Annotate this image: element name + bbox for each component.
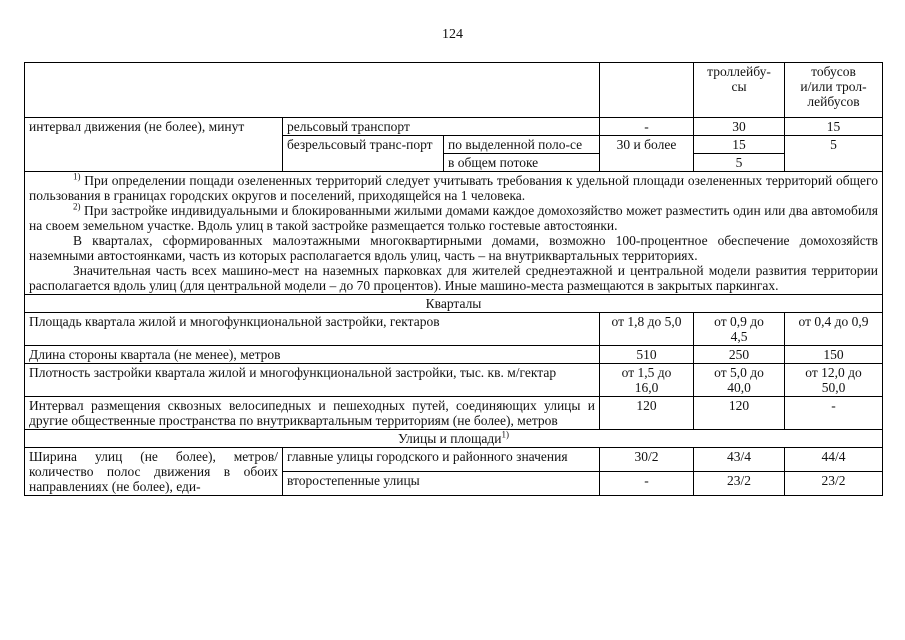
section-header-streets (25, 430, 883, 448)
section-header-kvartaly (25, 295, 883, 313)
table-row: Интервал размещения сквозных велосипедных и пешеходных путей, соединяющих улицы и другие общественные пространства по внутриквартальным территориям (не более), метров 120 120 - (25, 397, 883, 430)
interval-label: интервал движения (не более), минут (25, 118, 283, 172)
table-row: интервал движения (не более), минут рельсовый транспорт - 30 15 (25, 118, 883, 136)
table-row: в общем потоке 5 (25, 154, 883, 172)
footnotes-row (25, 172, 883, 295)
street-width-label: Ширина улиц (не более), метров/количество полос движения в обоих направлениях (не более), еди- (25, 448, 283, 496)
table-row: Площадь квартала жилой и многофункциональной застройки, гектаров от 1,8 до 5,0 от 0,9 до 4,5 от 0,4 до 0,9 (25, 313, 883, 346)
footnote-1: При определении пощади озелененных территорий следует учитывать требования к удельной площади озелененных территорий общего пользования в границах городских округов и поселений, приходящейся на 1 человека. (29, 173, 878, 203)
norms-table (24, 62, 883, 496)
table-row: безрельсовый транс-порт по выделенной поло-се 30 и более 15 5 (25, 136, 883, 154)
section-title: Улицы и площади$^{1)}$ (25, 430, 883, 448)
general-flow-label: в общем потоке (444, 154, 600, 172)
table-row: Плотность застройки квартала жилой и многофункциональной застройки, тыс. кв. м/гектар от 1,5 до 16,0 от 5,0 до 40,0 от 12,0 до 50,0 (25, 364, 883, 397)
table-row: Ширина улиц (не более), метров/количество полос движения в обоих направлениях (не более), еди- главные улицы городского и районного значения 30/2 43/4 44/4 (25, 448, 883, 472)
footnote-para-3: В кварталах, сформированных малоэтажными многоквартирными домами, возможно 100-процентное обеспечение домохозяйств наземными автостоянками, часть из которых располагается вдоль улиц, часть – на внутриквартальных территориях. (29, 233, 878, 263)
page-number: 124 (442, 27, 463, 42)
header-trolleybus: троллейбу- сы (694, 63, 785, 118)
table-row: второстепенные улицы - 23/2 23/2 (25, 472, 883, 496)
rail-label: рельсовый транспорт (283, 118, 600, 136)
section-title: Кварталы (25, 295, 883, 313)
nonrail-label: безрельсовый транс-порт (283, 136, 444, 172)
dedicated-label: по выделенной поло-се (444, 136, 600, 154)
table-header-row (25, 63, 883, 118)
table-row: Длина стороны квартала (не менее), метров 510 250 150 (25, 346, 883, 364)
header-bus: тобусов и/или трол- лейбусов (785, 63, 883, 118)
footnote-2: При застройке индивидуальными и блокированными жилыми домами каждое домохозяйство может разместить один или два автомобиля на своем земельном участке. Вдоль улиц в такой застройке размещается только гостевые автостоянки. (29, 203, 878, 233)
footnote-para-4: Значительная часть всех машино-мест на наземных парковках для жителей среднеэтажной и центральной модели развития территории располагается вдоль улиц (для центральной модели – до 70 процентов). Иные машино-места размещаются в закрытых паркингах. (29, 263, 878, 293)
footnotes: $^{1)}$ При определении пощади озелененных территорий следует учитывать требования к удельной площади озелененных территорий общего пользования в границах городских округов и поселений, приходящейся на 1 человека. $^{2)}$ При застройке индивидуальными и блокированными жилыми домами каждое домохозяйство может разместить один или два автомобиля на своем земельном участке. Вдоль улиц в такой застройке размещается только гостевые автостоянки. В кварталах, сформированных малоэтажными многоквартирными домами, возможно 100-процентное обеспечение домохозяйств наземными автостоянками, часть из которых располагается вдоль улиц, часть – на внутриквартальных территориях. Значительная часть всех машино-мест на наземных парковках для жителей среднеэтажной и центральной модели развития территории располагается вдоль улиц (для центральной модели – до 70 процентов). Иные машино-места размещаются в закрытых паркингах. (25, 172, 883, 295)
